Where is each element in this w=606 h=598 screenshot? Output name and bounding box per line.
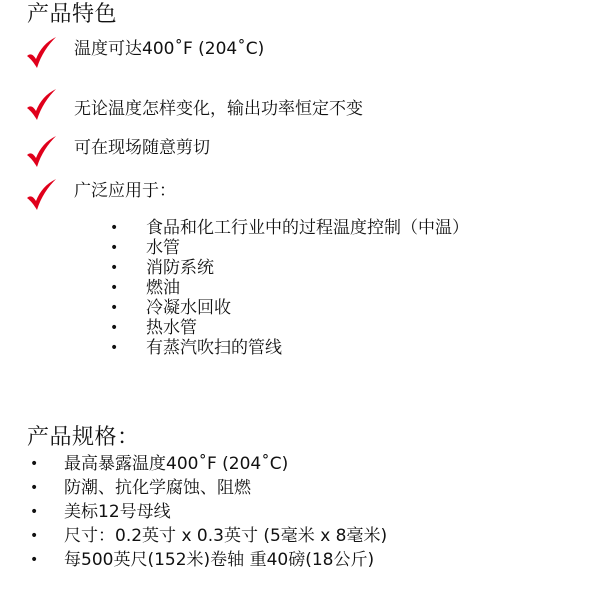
checkmark-icon (26, 88, 58, 122)
feature-text: 广泛应用于： (74, 181, 176, 201)
specs-title: 产品规格： (27, 425, 140, 450)
bullet: • (110, 240, 119, 256)
feature-text: 可在现场随意剪切 (74, 138, 210, 158)
application-text: 食品和化工行业中的过程温度控制（中温） (146, 218, 469, 238)
bullet: • (30, 552, 39, 568)
bullet: • (110, 280, 119, 296)
spec-text: 最高暴露温度400˚F (204˚C) (64, 454, 289, 474)
application-text: 有蒸汽吹扫的管线 (146, 338, 282, 358)
spec-text: 尺寸：0.2英寸 x 0.3英寸 (5毫米 x 8毫米) (64, 526, 388, 546)
bullet: • (110, 340, 119, 356)
bullet: • (30, 480, 39, 496)
features-title: 产品特色 (27, 2, 118, 27)
feature-text: 温度可达400˚F (204˚C) (74, 39, 265, 59)
feature-item (26, 88, 586, 124)
application-text: 燃油 (146, 278, 180, 298)
application-text: 消防系统 (146, 258, 214, 278)
checkmark-icon (26, 36, 58, 70)
spec-text: 每500英尺(152米)卷轴 重40磅(18公斤) (64, 550, 375, 570)
feature-item (26, 36, 586, 72)
bullet: • (30, 528, 39, 544)
bullet: • (110, 320, 119, 336)
feature-item (26, 178, 586, 214)
checkmark-icon (26, 135, 58, 169)
bullet: • (30, 504, 39, 520)
bullet: • (110, 220, 119, 236)
bullet: • (110, 300, 119, 316)
application-text: 冷凝水回收 (146, 298, 231, 318)
checkmark-icon (26, 178, 58, 212)
spec-text: 防潮、抗化学腐蚀、阻燃 (64, 478, 251, 498)
application-text: 热水管 (146, 318, 197, 338)
bullet: • (30, 456, 39, 472)
bullet: • (110, 260, 119, 276)
application-text: 水管 (146, 238, 180, 258)
feature-text: 无论温度怎样变化，输出功率恒定不变 (74, 99, 363, 119)
spec-text: 美标12号母线 (64, 502, 171, 522)
feature-item (26, 135, 586, 171)
